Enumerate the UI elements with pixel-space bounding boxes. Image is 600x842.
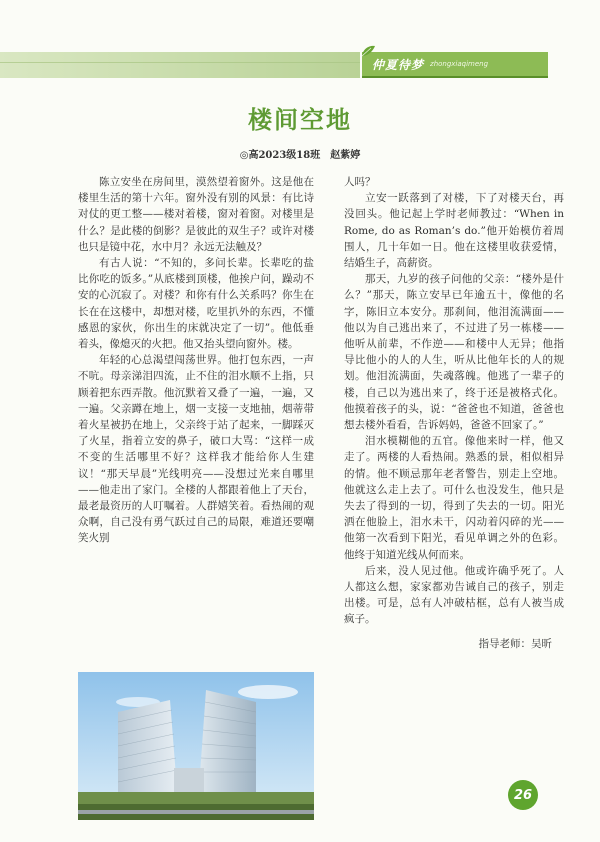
paragraph: 人吗？: [344, 176, 376, 188]
section-band-underline: [362, 76, 548, 78]
paragraph: 年轻的心总渴望闯荡世界。他打包东西，一声不吭。母亲涕泪四流，止不住的泪水顺不上指，只顾着把东西弄散。他沉默着又叠了一遍，一遍，又一遍。父亲蹲在地上，烟一支接一支地抽，烟蒂带着火星被扔在地上，父亲终于站了起来，一脚踩灭了火星，指着立安的鼻子，破口大骂：“这样一成不变的生活哪里不好？这样我才能给你人生建议！“那天早晨”光线明亮——没想过光来自哪里——他走出了家门。全楼的人都跟着他上了天台，最老最资历的人叮嘱着。人群嬉笑着。看热闹的观众啊，自己没有勇气跃过自己的局限，难道还要嘲笑火别: [78, 354, 314, 545]
paragraph: 泪水模糊他的五官。像他来时一样，他又走了。两楼的人看热闹。熟悉的景，相似相异的情。他不顾忌那年老者警告，别走上空地。他就这么走上去了。可什么也没发生，他只是失去了得到的一切，得到了失去的一切。阳光洒在他脸上，泪水未干，闪动着闪碎的光——他第一次看到下阳光，看见单调之外的色彩。他终于知道光线从何而来。: [344, 435, 564, 561]
page-number: 26: [508, 780, 538, 810]
article-byline: ◎高2023级18班 赵紫婷: [239, 150, 361, 161]
paragraph: 立安一跃落到了对楼，下了对楼天台，再没回头。他记起上学时老师教过：“When in Rome, do as Roman’s do.”他开始模仿着周围人，几十年如一日。他在这楼里收获爱情，结婚生子，高薪资。: [344, 192, 564, 270]
section-title-text: 仲夏待梦: [372, 57, 425, 72]
header-band-line: [0, 62, 360, 63]
section-title: [372, 54, 542, 74]
section-title-pinyin: zhongxiaqimeng: [430, 60, 489, 68]
paragraph: 后来，没人见过他。他或许确乎死了。人人都这么想，家家都劝告诫自己的孩子，别走出楼。可是，总有人冲破枯框，总有人被当成疯子。: [344, 564, 564, 626]
paragraph: 有古人说：“不知的，多问长辈。长辈吃的盐比你吃的饭多。”从底楼到顶楼，他挨户问，躁动不安的心沉寂了。对楼？和你有什么关系吗？你生在长在在这楼中，却想对楼，吃里扒外的东西，不懂感恩的家伙，你出生的床就决定了一切”。他低垂着头，像熄灭的火把。他又抬头望向窗外。楼。: [78, 257, 314, 351]
paragraph: 陈立安坐在房间里，漠然望着窗外。这是他在楼里生活的第十六年。窗外没有别的风景：有比诗对仗的更工整——楼对着楼，窗对着窗。对楼里是什么？是此楼的倒影？是彼此的双生子？或许对楼也只是镜中花，水中月？永远无法触及？: [78, 176, 314, 253]
right-column: [344, 174, 564, 652]
building-photo: [78, 672, 314, 820]
left-column: [78, 174, 314, 547]
building-illustration: [78, 672, 314, 820]
article-title: 楼间空地: [248, 106, 352, 134]
header-band: [0, 52, 360, 78]
paragraph: 那天，九岁的孩子问他的父亲：“楼外是什么？”那天，陈立安早已年逾五十，像他的名字，陈旧立本安分。那刹间，他泪流满面——他以为自己逃出来了，不过进了另一栋楼——他听从前辈，不作逆——和楼中人无异；他指导比他小的人的人生，听从比他年长的人的规划。他泪流满面，失魂落魄。他逃了一辈子的楼，自己以为逃出来了，终于还是被格式化。他摸着孩子的头，说：“爸爸也不知道，爸爸也想去楼外看看，告诉妈妈，爸爸不回家了。”: [344, 273, 564, 432]
teacher-credit: 指导老师：吴昕: [478, 637, 552, 650]
